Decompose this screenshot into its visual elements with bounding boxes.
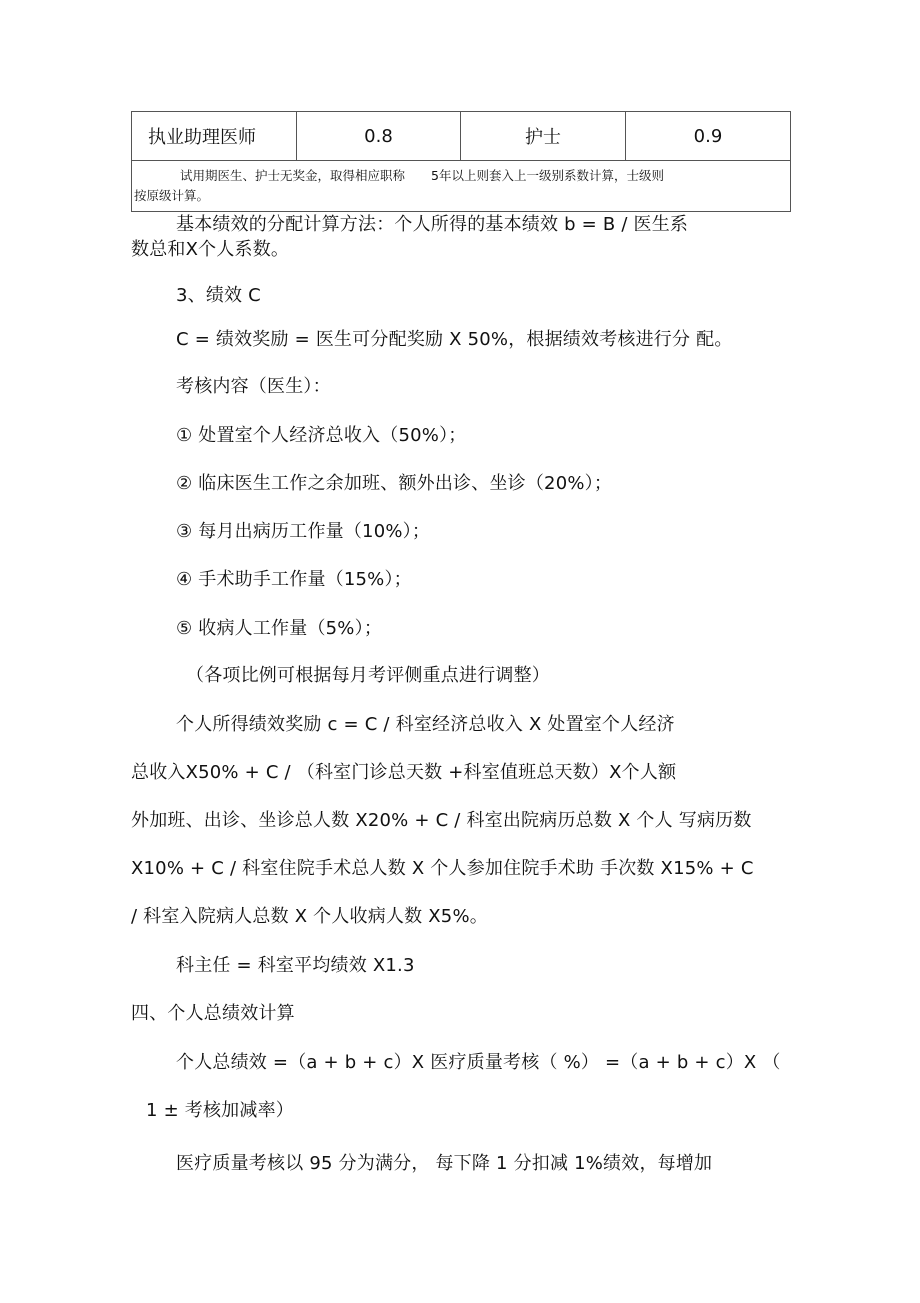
table-cell-value: 0.8 (297, 112, 461, 161)
body-line: 医疗质量考核以 95 分为满分， 每下降 1 分扣减 1%绩效，每增加 (176, 1153, 713, 1174)
table-note-row (132, 161, 791, 212)
list-item: ④ 手术助手工作量（15%）； (176, 569, 412, 590)
section-heading: 四、个人总绩效计算 (131, 1003, 295, 1024)
body-line: 基本绩效的分配计算方法：个人所得的基本绩效 b = B / 医生系 (176, 214, 689, 235)
table-note-text-b: 5年以上则套入上一级别系数计算，士级则 (431, 168, 664, 183)
list-item: ① 处置室个人经济总收入（50%）； (176, 425, 467, 446)
table-cell-label: 执业助理医师 (132, 112, 297, 161)
body-line: 1 ± 考核加减率） (146, 1100, 294, 1121)
table-note-text-a: 试用期医生、护士无奖金，取得相应职称 (180, 168, 406, 183)
table-cell-value: 0.9 (626, 112, 791, 161)
table-note-line1 (134, 166, 790, 186)
table-note-cell (132, 161, 791, 212)
body-line: 总收入X50% + C / （科室门诊总天数 +科室值班总天数）X个人额 (131, 762, 677, 783)
coefficient-table (131, 111, 791, 212)
body-line: / 科室入院病人总数 X 个人收病人数 X5%。 (131, 906, 488, 927)
body-line: 考核内容（医生）： (176, 376, 331, 397)
body-line: 个人总绩效 =（a + b + c）X 医疗质量考核（ %） =（a + b + c）X （ (176, 1052, 781, 1073)
body-line: X10% + C / 科室住院手术总人数 X 个人参加住院手术助 手次数 X15% + C (131, 858, 754, 879)
body-line: C = 绩效奖励 = 医生可分配奖励 X 50%，根据绩效考核进行分 配。 (176, 329, 733, 350)
table-row (132, 112, 791, 161)
list-item: ② 临床医生工作之余加班、额外出诊、坐诊（20%）； (176, 473, 613, 494)
list-item: ⑤ 收病人工作量（5%）； (176, 618, 383, 639)
body-line: 科主任 = 科室平均绩效 X1.3 (176, 955, 415, 976)
note-line: （各项比例可根据每月考评侧重点进行调整） (186, 665, 550, 686)
list-item: ③ 每月出病历工作量（10%）； (176, 521, 431, 542)
body-line: 外加班、出诊、坐诊总人数 X20% + C / 科室出院病历总数 X 个人 写病历数 (131, 810, 752, 831)
body-line: 数总和X个人系数。 (131, 239, 290, 260)
table-cell-label: 护士 (461, 112, 626, 161)
section-heading: 3、绩效 C (176, 285, 261, 306)
body-line: 个人所得绩效奖励 c = C / 科室经济总收入 X 处置室个人经济 (176, 714, 675, 735)
table-note-line2: 按原级计算。 (134, 188, 210, 203)
